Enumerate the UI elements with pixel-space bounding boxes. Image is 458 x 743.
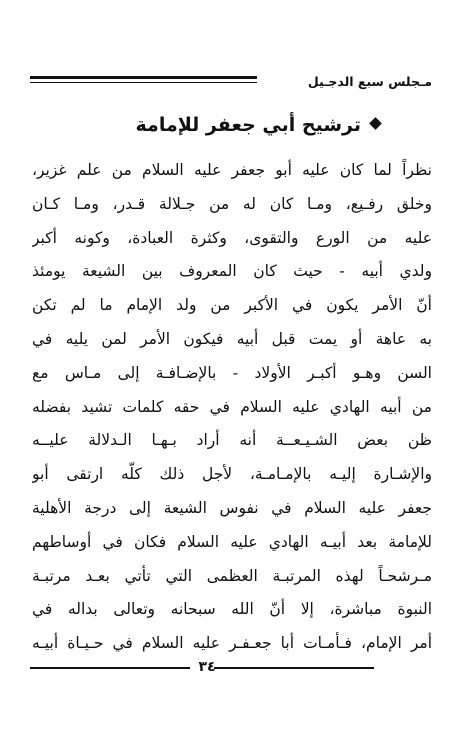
text-line: جعفر عليه السلام في نفوس الشيعة إلى درجة الأهلية <box>32 498 432 517</box>
section-heading-text: ترشيح أبي جعفر للإمامة <box>135 114 361 136</box>
header-rule-thick <box>30 76 257 79</box>
text-line: أنّ الأمر يكون في الأكبر من ولد الإمام ما لم تكن <box>32 296 432 315</box>
text-line: والإشـارة إليـه بالإمـامـة، لأجل ذلك كلّه ارتقى أبو <box>32 465 432 484</box>
text-line: من أبيه الهادي عليه السلام في حقه كلمات تشيد بفضله <box>32 397 432 416</box>
text-line: ولدي أبيه - حيث كان المعروف بين الشيعة يومئذ <box>32 262 432 281</box>
page-number: ٣٤ <box>198 659 216 675</box>
text-line: النبوة مباشرة، إلا أنّ الله سبحانه وتعالى بداله في <box>32 600 432 619</box>
footer-rule-left <box>30 667 190 669</box>
text-line: نظراً لما كان عليه أبو جعفر عليه السلام من علم غزير، <box>32 161 432 179</box>
body-paragraph <box>32 154 432 661</box>
running-header-title: مـجلس سبع الدجـيل <box>307 74 432 89</box>
footer-rule-right <box>214 667 374 669</box>
text-line: به عاهة أو يمت قبل أبيه فيكون الأمر لمن يليه في <box>32 329 432 348</box>
text-line: عليه من الورع والتقوى، وكثرة العبادة، وكونه أكبر <box>32 228 432 247</box>
text-line: ظن بعض الشـيـعــة أنه أراد بـهـا الـدلالة عليــه <box>32 431 432 450</box>
section-heading <box>136 112 380 138</box>
text-line: مـرشحـاً لهذه المرتبـة العظمى التي تأتي بعـد مرتبـة <box>32 566 432 585</box>
text-line: أمر الإمام، فـأمـات أبا جعـفـر عليه السلام في حـيـاة أبيـه <box>32 634 432 653</box>
diamond-bullet-icon <box>369 117 382 130</box>
text-line: وخلق رفـيع، ومـا كان له من جـلالة قـدر، ومـا كـان <box>32 194 432 213</box>
text-line: للإمامة بعد أبيـه الهادي عليه السلام فكان في أوساطهم <box>32 532 432 551</box>
header-rule-thin <box>30 82 257 83</box>
text-line: السن وهـو أكبـر الأولاد - بالإضـافـة إلى مـاس مع <box>32 363 432 382</box>
